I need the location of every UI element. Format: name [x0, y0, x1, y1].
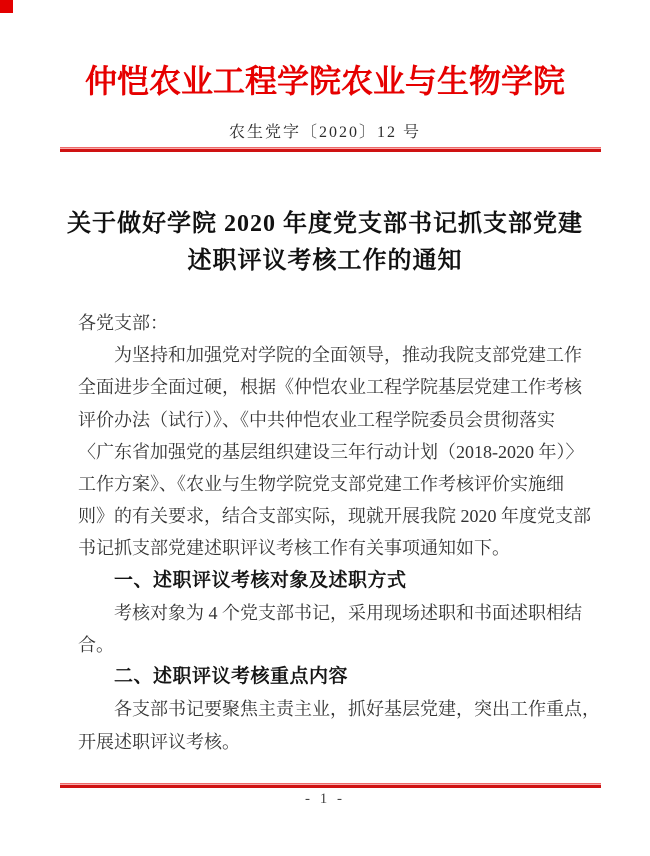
document-number: 农生党字〔2020〕12 号	[228, 124, 421, 141]
body-line: 考核对象为 4 个党支部书记，采用现场述职和书面述职相结	[114, 602, 582, 623]
body-line: 一、述职评议考核对象及述职方式	[114, 569, 407, 591]
section-heading	[78, 661, 598, 693]
body-line: 评价办法（试行）》、《中共仲恺农业工程学院委员会贯彻落实	[78, 409, 555, 430]
body-line: 二、述职评议考核重点内容	[114, 666, 349, 688]
section-heading	[78, 565, 598, 597]
body-line: 工作方案》、《农业与生物学院党支部党建工作考核评价实施细	[78, 474, 564, 495]
body-line: 〈广东省加强党的基层组织建设三年行动计划（2018-2020 年）〉	[78, 441, 584, 462]
page-number: - 1 -	[305, 791, 345, 807]
document-title-line2: 述职评议考核工作的通知	[187, 248, 463, 274]
body-block	[78, 693, 598, 757]
body-line: 书记抓支部党建述职评议考核工作有关事项通知如下。	[78, 538, 510, 559]
body-line: 开展述职评议考核。	[78, 731, 240, 752]
header-divider-rule	[60, 147, 601, 152]
body-block	[78, 597, 598, 661]
body-line: 合。	[78, 635, 114, 656]
body-line: 各党支部：	[78, 313, 168, 333]
body-line: 各支部书记要聚焦主责主业，抓好基层党建，突出工作重点，	[114, 699, 600, 720]
institution-header: 仲恺农业工程学院农业与生物学院	[84, 63, 565, 99]
body-line: 则》的有关要求，结合支部实际，现就开展我院 2020 年度党支部	[78, 506, 591, 527]
body-line: 为坚持和加强党对学院的全面领导，推动我院支部党建工作	[114, 345, 582, 366]
document-body	[78, 307, 598, 758]
body-block	[78, 339, 598, 564]
red-corner-mark	[0, 0, 13, 13]
document-title-line1: 关于做好学院 2020 年度党支部书记抓支部党建	[67, 211, 583, 237]
body-block	[78, 307, 598, 339]
body-line: 全面进步全面过硬，根据《仲恺农业工程学院基层党建工作考核	[78, 377, 582, 398]
document-title	[0, 206, 650, 280]
footer-divider-rule	[60, 783, 601, 788]
